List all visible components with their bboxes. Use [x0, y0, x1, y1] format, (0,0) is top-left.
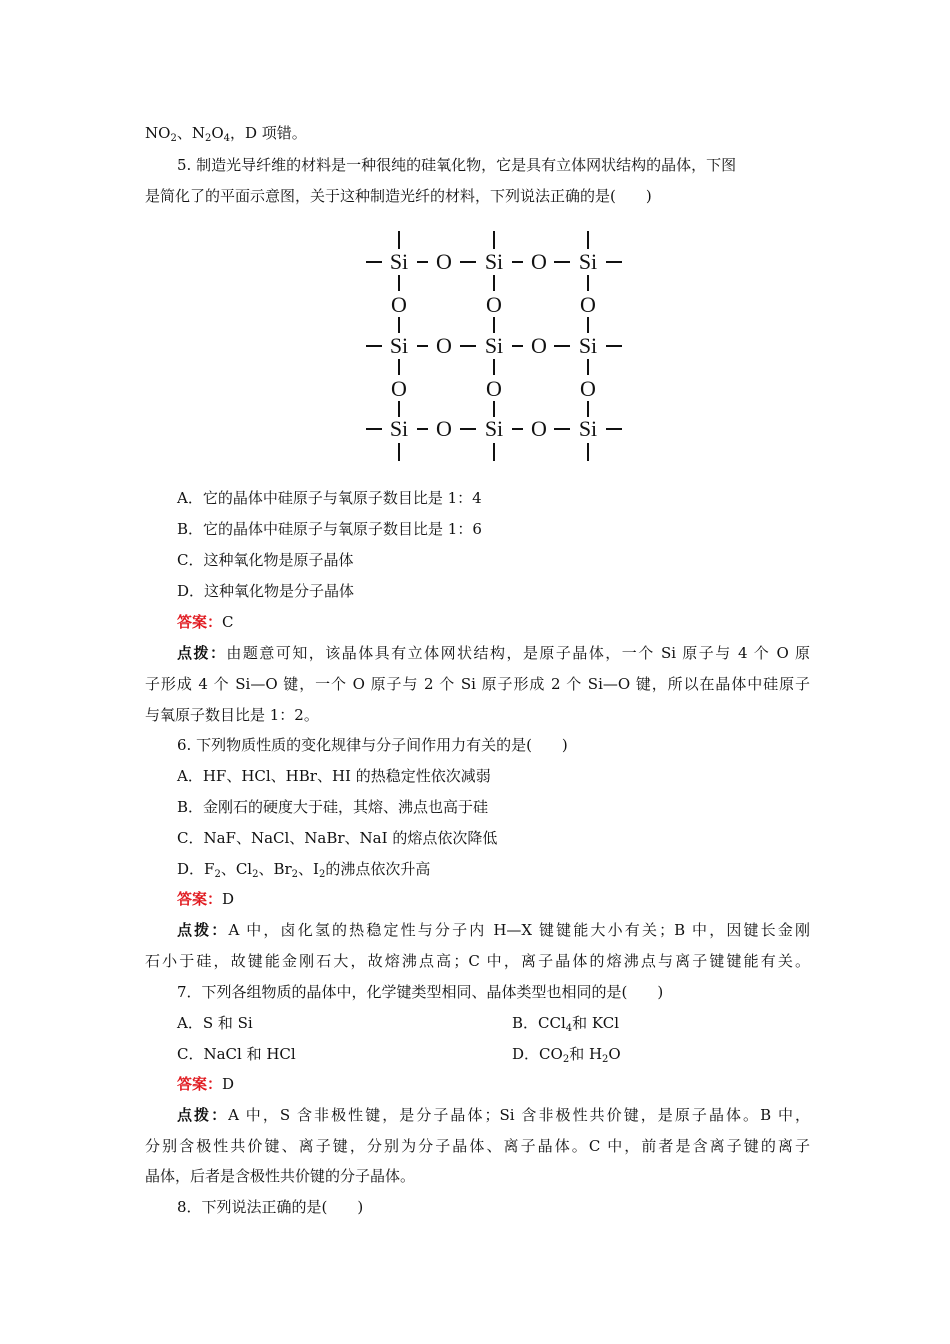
o-atom: O [436, 416, 452, 441]
q5-hint-line3: 与氧原子数目比是 1：2。 [145, 706, 319, 724]
o-atom: O [436, 333, 452, 358]
si-atom: Si [484, 416, 504, 441]
q6-option-a: A．HF、HCl、HBr、HI 的热稳定性依次减弱 [177, 767, 491, 785]
q8-stem: 8．下列说法正确的是( ) [177, 1198, 364, 1216]
q5-hint-line1: 点拨：由题意可知，该晶体具有立体网状结构，是原子晶体，一个 Si 原子与 4 个 O 原 [177, 644, 810, 662]
si-atom: Si [578, 416, 598, 441]
o-atom: O [580, 376, 596, 401]
q7-options-row1 [177, 1012, 810, 1034]
q5-option-b: B．它的晶体中硅原子与氧原子数目比是 1：6 [177, 520, 482, 538]
o-atom: O [486, 292, 502, 317]
si-atom: Si [389, 249, 409, 274]
o-atom: O [531, 416, 547, 441]
q7-option-b: B．CCl$_4$和 KCl [512, 1014, 620, 1034]
q7-hint-line1: 点拨：A 中，S 含非极性键，是分子晶体；Si 含非极性共价键，是原子晶体。B 中， [177, 1106, 810, 1124]
prev-answer-tail: $NO_2$、$N_2O_4$，D 项错。 [145, 124, 307, 144]
q5-stem-line2: 是简化了的平面示意图，关于这种制造光纤的材料，下列说法正确的是( ) [145, 187, 652, 205]
q7-answer: 答案：D [177, 1075, 235, 1093]
q6-hint-line2: 石小于硅，故键能金刚石大，故熔沸点高；C 中，离子晶体的熔沸点与离子键键能有关。 [145, 952, 810, 970]
si-atom: Si [484, 333, 504, 358]
q5-answer: 答案：C [177, 613, 234, 631]
q6-option-d: D．$F_2$、$Cl_2$、$Br_2$、$I_2$的沸点依次升高 [177, 860, 431, 880]
q7-option-a: A．S 和 Si [177, 1014, 253, 1032]
si-atom: Si [389, 333, 409, 358]
q5-stem-line1: 5. 制造光导纤维的材料是一种很纯的硅氧化物，它是具有立体网状结构的晶体，下图 [177, 156, 737, 174]
si-atom: Si [578, 249, 598, 274]
q7-hint-line3: 晶体，后者是含极性共价键的分子晶体。 [145, 1167, 416, 1185]
q5-option-a: A．它的晶体中硅原子与氧原子数目比是 1：4 [177, 489, 482, 507]
q7-stem: 7．下列各组物质的晶体中，化学键类型相同、晶体类型也相同的是( ) [177, 983, 664, 1001]
q6-stem: 6. 下列物质性质的变化规律与分子间作用力有关的是( ) [177, 736, 568, 754]
q5-hint-line2: 子形成 4 个 Si—O 键，一个 O 原子与 2 个 Si 原子形成 2 个 Si—O 键，所以在晶体中硅原子 [145, 675, 810, 693]
o-atom: O [486, 376, 502, 401]
q7-option-d: D．$CO_2$和 $H_2O$ [512, 1045, 621, 1065]
o-atom: O [391, 292, 407, 317]
o-atom: O [580, 292, 596, 317]
o-atom: O [531, 333, 547, 358]
q6-option-b: B．金刚石的硬度大于硅，其熔、沸点也高于硅 [177, 798, 489, 816]
q6-answer: 答案：D [177, 890, 235, 908]
q7-option-c: C．NaCl 和 HCl [177, 1045, 296, 1063]
q7-hint-line2: 分别含极性共价键、离子键，分别为分子晶体、离子晶体。C 中，前者是含离子键的离子 [145, 1137, 810, 1155]
sio2-structure-diagram [360, 225, 630, 470]
si-atom: Si [389, 416, 409, 441]
o-atom: O [436, 249, 452, 274]
si-atom: Si [484, 249, 504, 274]
q5-option-c: C．这种氧化物是原子晶体 [177, 551, 354, 569]
o-atom: O [391, 376, 407, 401]
q5-option-d: D．这种氧化物是分子晶体 [177, 582, 355, 600]
si-atom: Si [578, 333, 598, 358]
q6-hint-line1: 点拨：A 中，卤化氢的热稳定性与分子内 H—X 键键能大小有关；B 中，因键长金刚 [177, 921, 810, 939]
o-atom: O [531, 249, 547, 274]
q6-option-c: C．NaF、NaCl、NaBr、NaI 的熔点依次降低 [177, 829, 498, 847]
